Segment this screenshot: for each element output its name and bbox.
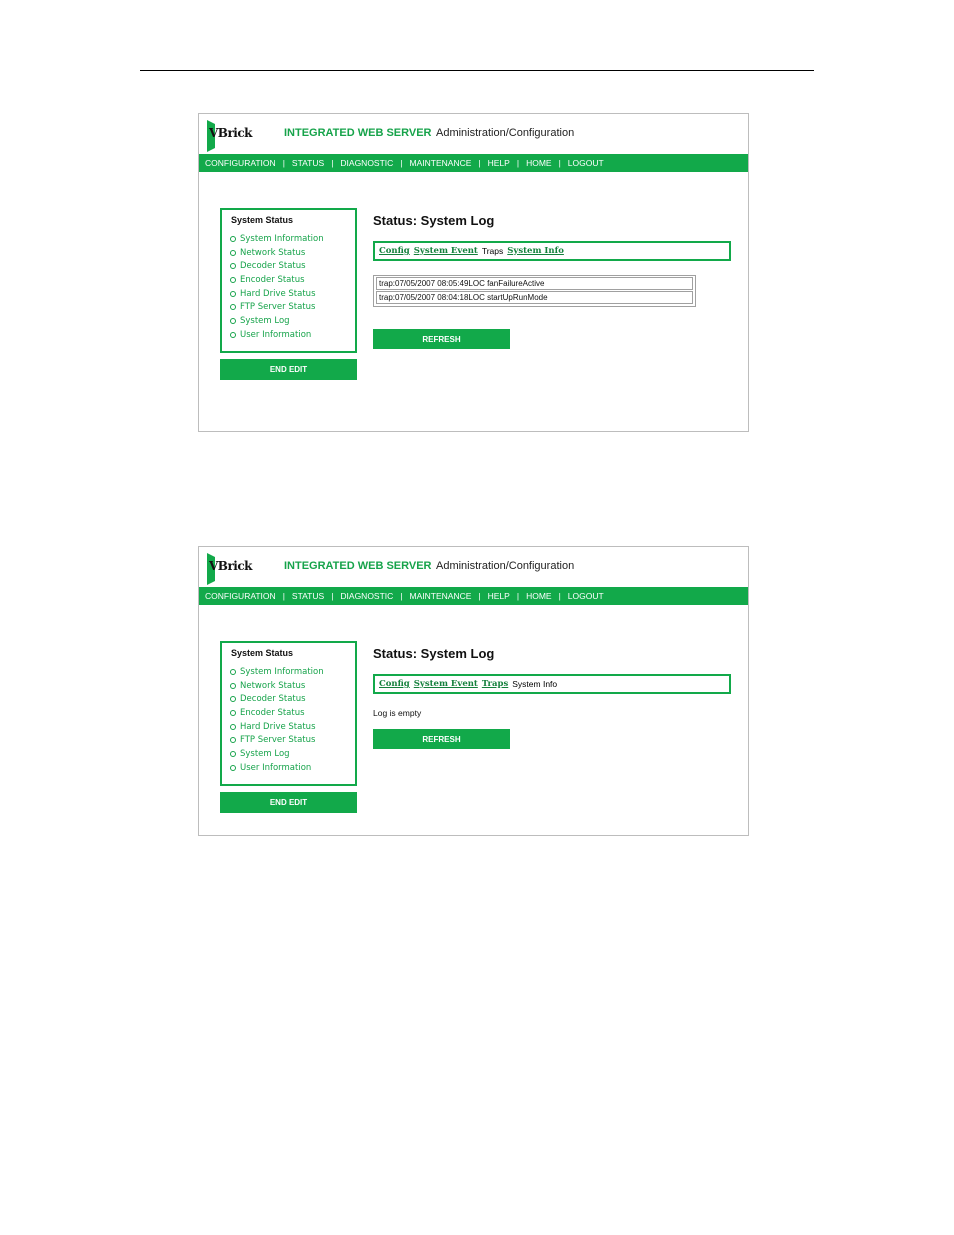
nav-configuration[interactable]: CONFIGURATION <box>205 591 276 601</box>
nav-home[interactable]: HOME <box>526 158 552 168</box>
sidebar-item-system-log[interactable]: System Log <box>230 314 347 328</box>
sidebar-item-hard-drive-status[interactable]: Hard Drive Status <box>230 720 347 734</box>
tab-config[interactable]: Config <box>379 246 410 256</box>
bullet-icon <box>230 250 236 256</box>
admin-title: Administration/Configuration <box>436 127 575 139</box>
refresh-button[interactable]: REFRESH <box>373 329 510 349</box>
top-nav: CONFIGURATION | STATUS | DIAGNOSTIC | MAINTENANCE | HELP | HOME | LOGOUT <box>199 154 748 172</box>
end-edit-button[interactable]: END EDIT <box>220 359 357 380</box>
nav-help[interactable]: HELP <box>487 591 510 601</box>
tab-config[interactable]: Config <box>379 679 410 689</box>
tab-system-event[interactable]: System Event <box>413 246 478 256</box>
end-edit-button[interactable]: END EDIT <box>220 792 357 813</box>
product-title: INTEGRATED WEB SERVER <box>284 127 432 139</box>
tab-system-info-current: System Info <box>512 679 558 689</box>
log-entry[interactable]: trap:07/05/2007 08:04:18LOC startUpRunMode <box>376 291 693 304</box>
bullet-icon <box>230 277 236 283</box>
bullet-icon <box>230 332 236 338</box>
tab-system-event[interactable]: System Event <box>413 679 478 689</box>
log-listbox[interactable] <box>373 275 696 307</box>
nav-diagnostic[interactable]: DIAGNOSTIC <box>340 158 394 168</box>
sidebar-item-system-log[interactable]: System Log <box>230 747 347 761</box>
bullet-icon <box>230 696 236 702</box>
vbrick-logo <box>205 118 252 152</box>
refresh-button[interactable]: REFRESH <box>373 729 510 749</box>
nav-maintenance[interactable]: MAINTENANCE <box>409 158 472 168</box>
sidebar-item-user-information[interactable]: User Information <box>230 761 347 775</box>
bullet-icon <box>230 304 236 310</box>
bullet-icon <box>230 291 236 297</box>
logo-text: VBrick <box>209 559 252 573</box>
sidebar-item-network-status[interactable]: Network Status <box>230 246 347 260</box>
bullet-icon <box>230 724 236 730</box>
sidebar-title: System Status <box>231 215 294 225</box>
nav-home[interactable]: HOME <box>526 591 552 601</box>
page-title: Status: System Log <box>373 646 495 661</box>
tab-traps-current: Traps <box>481 246 504 256</box>
sidebar-item-network-status[interactable]: Network Status <box>230 679 347 693</box>
bullet-icon <box>230 669 236 675</box>
system-status-sidebar <box>220 208 357 353</box>
bullet-icon <box>230 318 236 324</box>
sidebar-title: System Status <box>231 648 294 658</box>
sidebar-item-user-information[interactable]: User Information <box>230 328 347 342</box>
screenshot-traps <box>198 113 749 432</box>
top-nav: CONFIGURATION | STATUS | DIAGNOSTIC | MAINTENANCE | HELP | HOME | LOGOUT <box>199 587 748 605</box>
sidebar-item-hard-drive-status[interactable]: Hard Drive Status <box>230 287 347 301</box>
sidebar-item-system-information[interactable]: System Information <box>230 232 347 246</box>
bullet-icon <box>230 751 236 757</box>
log-type-tabs <box>373 241 731 261</box>
tab-system-info[interactable]: System Info <box>507 246 564 256</box>
product-title: INTEGRATED WEB SERVER <box>284 560 432 572</box>
sidebar-item-system-information[interactable]: System Information <box>230 665 347 679</box>
screenshot-system-info <box>198 546 749 836</box>
sidebar-item-decoder-status[interactable]: Decoder Status <box>230 692 347 706</box>
nav-diagnostic[interactable]: DIAGNOSTIC <box>340 591 394 601</box>
nav-logout[interactable]: LOGOUT <box>567 158 604 168</box>
sidebar-item-decoder-status[interactable]: Decoder Status <box>230 259 347 273</box>
nav-status[interactable]: STATUS <box>291 158 325 168</box>
log-type-tabs <box>373 674 731 694</box>
bullet-icon <box>230 737 236 743</box>
sidebar-item-ftp-server-status[interactable]: FTP Server Status <box>230 300 347 314</box>
nav-status[interactable]: STATUS <box>291 591 325 601</box>
sidebar-item-ftp-server-status[interactable]: FTP Server Status <box>230 733 347 747</box>
system-status-sidebar <box>220 641 357 786</box>
bullet-icon <box>230 765 236 771</box>
sidebar-item-encoder-status[interactable]: Encoder Status <box>230 706 347 720</box>
nav-configuration[interactable]: CONFIGURATION <box>205 158 276 168</box>
nav-logout[interactable]: LOGOUT <box>567 591 604 601</box>
header <box>199 114 748 154</box>
tab-traps[interactable]: Traps <box>481 679 509 689</box>
bullet-icon <box>230 263 236 269</box>
bullet-icon <box>230 710 236 716</box>
logo-text: VBrick <box>209 126 252 140</box>
nav-maintenance[interactable]: MAINTENANCE <box>409 591 472 601</box>
log-empty-message: Log is empty <box>373 708 422 718</box>
bullet-icon <box>230 683 236 689</box>
header <box>199 547 748 587</box>
log-entry[interactable]: trap:07/05/2007 08:05:49LOC fanFailureActive <box>376 277 693 290</box>
page-top-rule <box>140 70 814 71</box>
page-title: Status: System Log <box>373 213 495 228</box>
nav-help[interactable]: HELP <box>487 158 510 168</box>
bullet-icon <box>230 236 236 242</box>
vbrick-logo <box>205 551 252 585</box>
sidebar-item-encoder-status[interactable]: Encoder Status <box>230 273 347 287</box>
admin-title: Administration/Configuration <box>436 560 575 572</box>
